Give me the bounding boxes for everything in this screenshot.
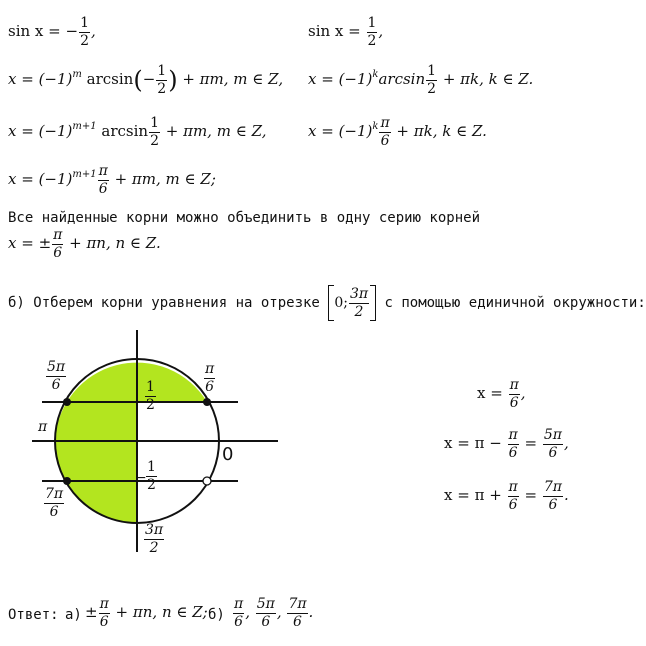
part-b-heading: б) Отберем корни уравнения на отрезке 0; $\frac{3\pi}{2}$ с помощью единичной окружности: [8, 285, 646, 320]
segment-interval: 0; $\frac{3\pi}{2}$ [334, 285, 369, 320]
label-pi: π [38, 419, 48, 435]
label-pi-6: π 6 [205, 361, 215, 395]
answer-label: Ответ: [8, 607, 59, 623]
label-5pi-6: 5π 6 [47, 359, 66, 393]
combine-text: Все найденные корни можно объединить в одну серию корней [8, 210, 481, 226]
formula-left-1: $x = (-1)^m$ arcsin(− $\frac{1}{2}$ ) + πm, m ∈ Z, [8, 63, 284, 97]
label-half: 1 2 [146, 379, 155, 413]
point-5pi-6 [63, 398, 71, 406]
answer-a: ± $\frac{\pi}{6}$ + πn, n ∈ Z; [85, 596, 208, 630]
formula-right-1: $x = (-1)^k\arcsin$ $\frac{1}{2}$ + πk, k ∈ Z. [308, 63, 534, 97]
label-7pi-6: 7π 6 [45, 486, 64, 520]
eq-sin-minus-half: sin x = − $\frac{1}{2}$ , [8, 15, 96, 49]
root-3: x = π + $\frac{\pi}{6}$ = $\frac{7\pi}{6}$ . [444, 479, 569, 513]
formula-right-2: $x = (-1)^k$ $\frac{\pi}{6}$ + πk, k ∈ Z. [308, 115, 487, 149]
formula-left-3: $x = (-1)^{m+1}$ $\frac{\pi}{6}$ + πm, m ∈ Z; [8, 163, 216, 197]
label-zero: 0 [222, 444, 234, 465]
label-minus-half: − 1 2 [135, 459, 156, 493]
combined-formula: x = ± $\frac{\pi}{6}$ + πn, n ∈ Z. [8, 227, 161, 261]
label-3pi-2: 3π 2 [145, 522, 164, 556]
formula-left-2: $x = (-1)^{m+1}$ arcsin $\frac{1}{2}$ + πm, m ∈ Z, [8, 115, 267, 149]
answer-b: $\frac{\pi}{6}$ , $\frac{5\pi}{6}$ , $\frac{7\pi}{6}$ . [234, 596, 314, 630]
point-pi-6 [203, 398, 211, 406]
answer-a-label: а) [65, 607, 82, 623]
eq-sin-half: sin x = $\frac{1}{2}$ , [308, 15, 384, 49]
point-11pi-6 [203, 477, 211, 485]
point-7pi-6 [63, 477, 71, 485]
root-1: x = $\frac{\pi}{6}$ , [477, 377, 526, 411]
answer-b-label: б) [208, 607, 225, 623]
root-2: x = π − $\frac{\pi}{6}$ = $\frac{5\pi}{6}$ , [444, 427, 569, 461]
